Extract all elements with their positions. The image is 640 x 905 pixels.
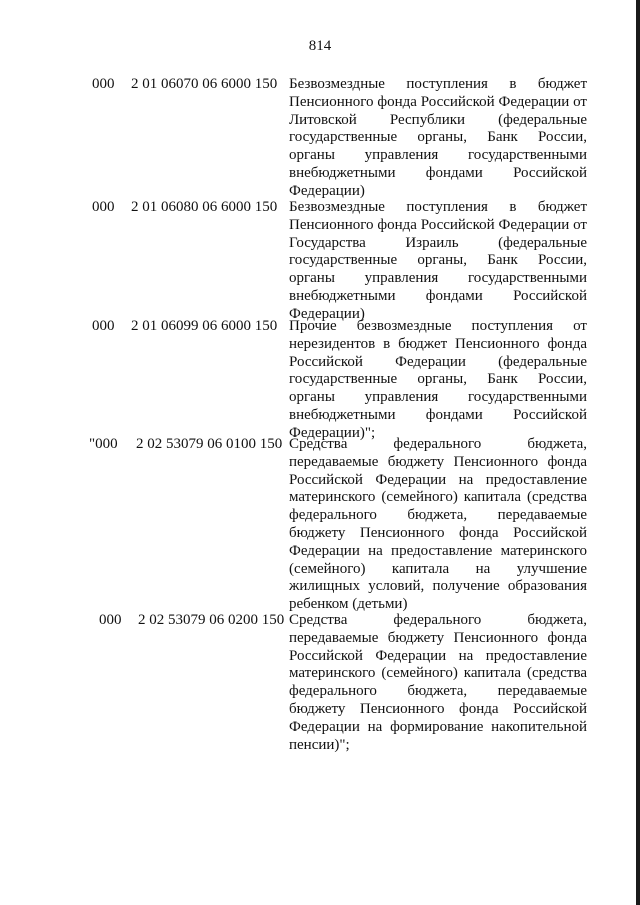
revenue-description: Средства федерального бюджета, передаваемые бюджету Пенсионного фонда Российской Федерации на предоставление материнского (семейного) капитала (средства федерального бюджета, передаваемые бюджету Пенсионного фонда Российской Федерации на предоставление материнского (семейного) капитала на улучшение жилищных условий, получение образования ребенком (детьми) xyxy=(289,436,587,613)
admin-code: 000 xyxy=(99,612,122,628)
admin-code: "000 xyxy=(89,436,118,452)
admin-code: 000 xyxy=(92,76,115,92)
admin-code: 000 xyxy=(92,318,115,334)
page-number: 814 xyxy=(308,38,332,54)
revenue-description: Безвозмездные поступления в бюджет Пенсионного фонда Российской Федерации от Государства Израиль (федеральные государственные органы, Банк России, органы управления государственными внебюджетными фондами Российской Федерации) xyxy=(289,199,587,322)
budget-classification-code: 2 02 53079 06 0200 150 xyxy=(138,612,285,628)
revenue-description: Средства федерального бюджета, передаваемые бюджету Пенсионного фонда Российской Федерации на предоставление материнского (семейного) капитала (средства федерального бюджета, передаваемые бюджету Пенсионного фонда Российской Федерации на формирование накопительной пенсии)"; xyxy=(289,612,587,753)
budget-classification-code: 2 01 06070 06 6000 150 xyxy=(131,76,278,92)
revenue-description: Безвозмездные поступления в бюджет Пенсионного фонда Российской Федерации от Литовской Республики (федеральные государственные органы, Банк России, органы управления государственными внебюджетными фондами Российской Федерации) xyxy=(289,76,587,199)
admin-code: 000 xyxy=(92,199,115,215)
budget-classification-code: 2 01 06080 06 6000 150 xyxy=(131,199,278,215)
budget-classification-code: 2 01 06099 06 6000 150 xyxy=(131,318,278,334)
scan-edge xyxy=(636,0,640,905)
revenue-description: Прочие безвозмездные поступления от нерезидентов в бюджет Пенсионного фонда Российской Федерации (федеральные государственные органы, Банк России, органы управления государственными внебюджетными фондами Российской Федерации)"; xyxy=(289,318,587,441)
budget-classification-code: 2 02 53079 06 0100 150 xyxy=(136,436,283,452)
